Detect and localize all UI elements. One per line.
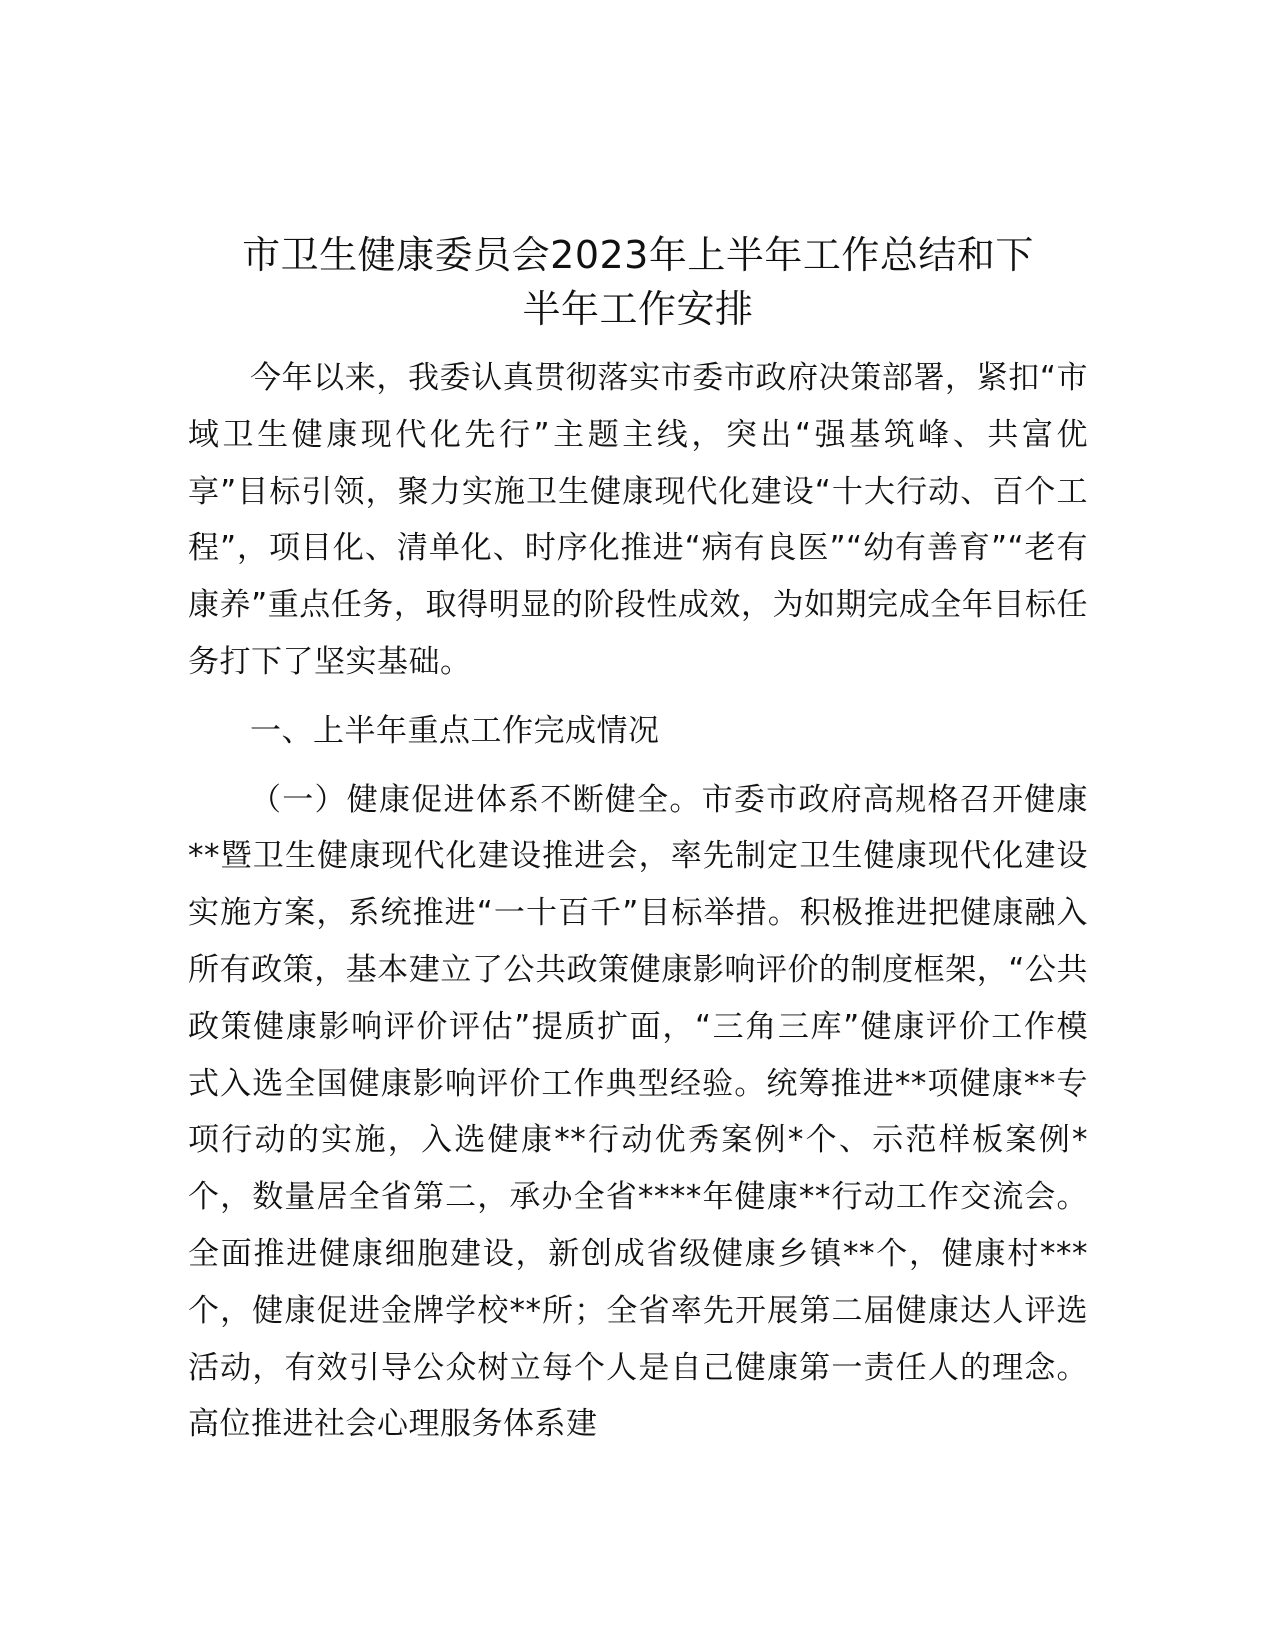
section-heading-1: 一、上半年重点工作完成情况 (250, 712, 660, 749)
document-title-line-2: 半年工作安排 (522, 287, 754, 331)
section-1-paragraph-1: （一）健康促进体系不断健全。市委市政府高规格召开健康**暨卫生健康现代化建设推进会，率先制定卫生健康现代化建设实施方案，系统推进“一十百千”目标举措。积极推进把健康融入所有政策，基本建立了公共政策健康影响评价的制度框架，“公共政策健康影响评价评估”提质扩面，“三角三库”健康评价工作模式入选全国健康影响评价工作典型经验。统筹推进**项健康**专项行动的实施，入选健康**行动优秀案例*个、示范样板案例*个，数量居全省第二，承办全省****年健康**行动工作交流会。全面推进健康细胞建设，新创成省级健康乡镇**个，健康村***个，健康促进金牌学校**所；全省率先开展第二届健康达人评选活动，有效引导公众树立每个人是自己健康第一责任人的理念。高位推进社会心理服务体系建 (188, 781, 1088, 1443)
document-title-line-1: 市卫生健康委员会2023年上半年工作总结和下 (242, 233, 1034, 277)
document-title (188, 228, 1088, 336)
intro-paragraph: 今年以来，我委认真贯彻落实市委市政府决策部署，紧扣“市域卫生健康现代化先行”主题主线，突出“强基筑峰、共富优享”目标引领，聚力实施卫生健康现代化建设“十大行动、百个工程”，项目化、清单化、时序化推进“病有良医”“幼有善育”“老有康养”重点任务，取得明显的阶段性成效，为如期完成全年目标任务打下了坚实基础。 (188, 360, 1088, 680)
document-body (188, 228, 1088, 1453)
